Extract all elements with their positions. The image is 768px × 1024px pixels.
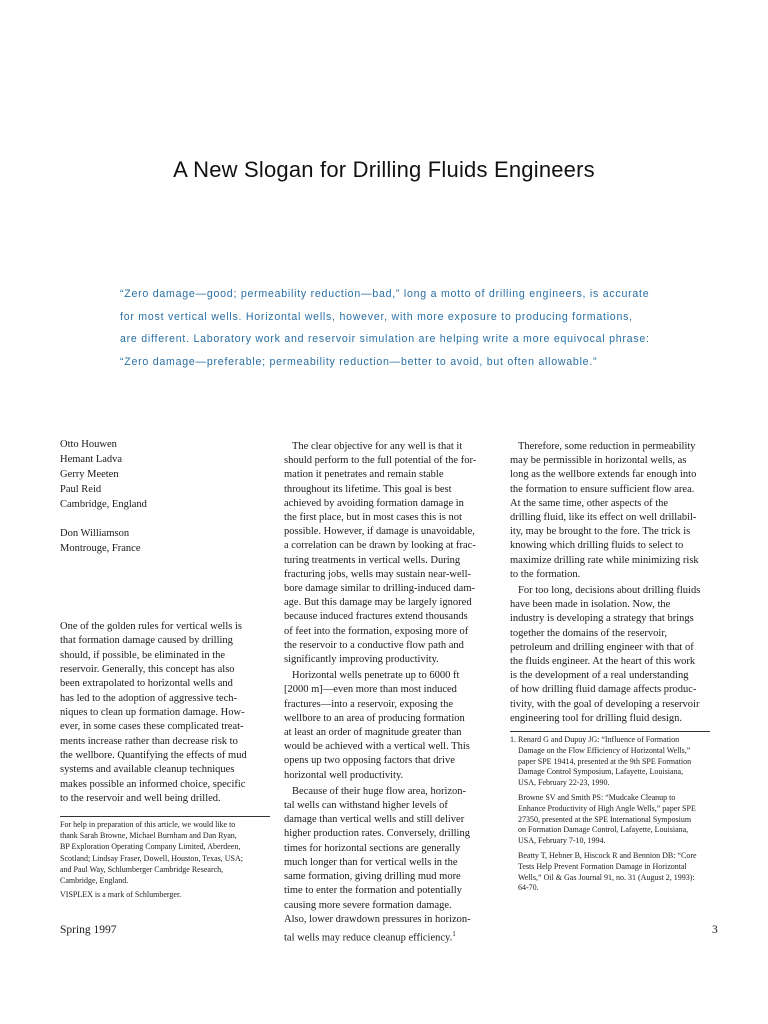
- body-line: ity, may be brought to the fore. The trick is: [510, 526, 691, 538]
- body-line: [2000 m]—even more than most induced: [284, 684, 457, 696]
- body-line: possible. However, if damage is unavoidable,: [284, 526, 475, 538]
- body-line: at least an order of magnitude greater than: [284, 727, 462, 739]
- note-line: Cambridge, England.: [60, 876, 129, 886]
- body-line: causing more severe formation damage.: [284, 899, 452, 911]
- body-line: throughout its lifetime. This goal is best: [284, 483, 452, 495]
- author-list: [60, 437, 260, 556]
- body-line: Horizontal wells penetrate up to 6000 ft: [292, 670, 460, 682]
- abstract: [120, 283, 720, 373]
- note-line: BP Exploration Operating Company Limited, Aberdeen,: [60, 842, 241, 852]
- reference-line: 27350, presented at the SPE International Symposium: [518, 814, 692, 824]
- note-line: and Paul Way, Schlumberger Cambridge Research,: [60, 864, 224, 874]
- body-line: the fluids engineer. At the heart of this work: [510, 656, 696, 668]
- abstract-line: “Zero damage—preferable; permeability reduction—better to avoid, but often allowable.”: [120, 355, 598, 368]
- body-line: mation it penetrates and remain stable: [284, 469, 444, 481]
- body-line: niques to clean up formation damage. How-: [60, 707, 245, 719]
- body-line: the wellbore. Quantifying the effects of mud: [60, 750, 247, 762]
- body-line-last: [284, 927, 498, 946]
- body-line: One of the golden rules for vertical wells is: [60, 621, 242, 632]
- intro-paragraph: [60, 620, 270, 806]
- body-line: makes possible an informed choice, specific: [60, 778, 246, 790]
- body-line: The clear objective for any well is that it: [292, 441, 463, 452]
- footnote-mark[interactable]: 1: [452, 929, 456, 938]
- body-line: because induced fractures extend thousands: [284, 611, 468, 623]
- abstract-line: for most vertical wells. Horizontal wells, however, with more exposure to producing formations,: [120, 310, 633, 323]
- body-line: together the domains of the reservoir,: [510, 627, 668, 639]
- body-line: the formation to ensure sufficient flow area.: [510, 483, 695, 495]
- author-name: Otto Houwen: [60, 439, 117, 450]
- body-line: For too long, decisions about drilling fluids: [518, 585, 701, 597]
- reference-line: Browne SV and Smith PS: “Mudcake Cleanup to: [518, 792, 676, 802]
- author-name: Hemant Ladva: [60, 454, 123, 465]
- body-line: should perform to the full potential of the for-: [284, 455, 477, 467]
- author-name: Gerry Meeten: [60, 469, 119, 480]
- author-name: Paul Reid: [60, 484, 102, 495]
- body-line: fractures—into a reservoir, exposing the: [284, 698, 453, 710]
- page-number: 3: [712, 924, 718, 936]
- reference-line: on Formation Damage Control, Lafayette, Louisiana,: [518, 825, 689, 835]
- issue-date: Spring 1997: [60, 924, 117, 936]
- body-line: of feet into the formation, exposing more of: [284, 625, 469, 637]
- body-line: much longer than for vertical wells in the: [284, 856, 458, 868]
- body-line: bore damage similar to drilling-induced dam-: [284, 583, 475, 595]
- reference-line: 1. Renard G and Dupuy JG: “Influence of Formation: [510, 735, 680, 744]
- note-line: thank Sarah Browne, Michael Burnham and Dan Ryan,: [60, 831, 237, 841]
- body-line: would be achieved with a vertical well. This: [284, 741, 470, 753]
- author-location: Cambridge, England: [60, 499, 147, 510]
- body-line: may be permissible in horizontal wells, as: [510, 455, 687, 467]
- note-line: For help in preparation of this article, we would like to: [60, 820, 236, 829]
- references: [510, 731, 710, 894]
- author-name: Don Williamson: [60, 528, 130, 539]
- body-line: reservoir. Generally, this concept has also: [60, 664, 235, 676]
- reference-line: 64-70.: [518, 883, 539, 893]
- body-line: should, if possible, be eliminated in the: [60, 649, 226, 661]
- reference-line: Damage Control Symposium, Lafayette, Louisiana,: [518, 767, 684, 777]
- reference-line: Wells,” Oil & Gas Journal 91, no. 31 (August 2, 1993):: [518, 872, 695, 882]
- article-title: A New Slogan for Drilling Fluids Engineers: [173, 157, 595, 182]
- body-line: maximize drilling rate while minimizing risk: [510, 554, 699, 566]
- body-line: of how drilling fluid damage affects produc-: [510, 684, 697, 696]
- reference-line: paper SPE 19414, presented at the 9th SPE Formation: [518, 756, 692, 766]
- abstract-line: “Zero damage—good; permeability reduction—bad,” long a motto of drilling engineers, is accurate: [120, 288, 650, 300]
- body-line: a correlation can be drawn by looking at frac-: [284, 540, 476, 552]
- reference-line: Enhance Productivity of High Angle Wells,” paper SPE: [518, 803, 696, 813]
- body-column-2: [284, 440, 498, 946]
- body-line: been extrapolated to horizontal wells and: [60, 678, 233, 690]
- body-line: the first place, but in most cases this is not: [284, 512, 462, 524]
- body-line: Therefore, some reduction in permeability: [518, 441, 696, 452]
- body-line: that formation damage caused by drilling: [60, 635, 233, 647]
- body-line: Also, lower drawdown pressures in horizon-: [284, 913, 471, 925]
- body-line: to the formation.: [510, 568, 581, 580]
- reference-line: Tests Help Prevent Formation Damage in Horizontal: [518, 861, 687, 871]
- body-line: opens up two opposing factors that drive: [284, 755, 455, 767]
- body-line: significantly improving productivity.: [284, 654, 439, 666]
- body-line: have been made in isolation. Now, the: [510, 599, 671, 611]
- body-line: ever, in some cases these complicated treat-: [60, 721, 244, 733]
- body-line: horizontal well productivity.: [284, 769, 404, 781]
- body-line: At the same time, other aspects of the: [510, 497, 669, 509]
- body-line: tal wells can withstand higher levels of: [284, 800, 448, 812]
- body-line: drilling fluid, like its effect on well drillabil-: [510, 512, 697, 524]
- body-line: to the reservoir and well being drilled.: [60, 793, 221, 805]
- body-line: age. But this damage may be largely ignored: [284, 597, 472, 609]
- reference-line: Beatty T, Hebner B, Hiscock R and Bennion DB: “Core: [518, 850, 697, 860]
- body-line: petroleum and drilling engineer with that of: [510, 641, 694, 653]
- reference-line: USA, February 22-23, 1990.: [518, 778, 610, 788]
- body-line: times for horizontal sections are generally: [284, 842, 461, 854]
- acknowledgment-note: [60, 816, 270, 900]
- body-line: engineering tool for drilling fluid design.: [510, 712, 683, 724]
- body-line: is the development of a real understanding: [510, 670, 689, 682]
- trademark-note: VISPLEX is a mark of Schlumberger.: [60, 890, 182, 900]
- body-line: fracturing jobs, wells may sustain near-well-: [284, 568, 471, 580]
- body-line: time to enter the formation and potentially: [284, 885, 462, 897]
- body-line: same formation, giving drilling mud more: [284, 871, 461, 883]
- author-location: Montrouge, France: [60, 543, 141, 554]
- reference-line: Damage on the Flow Efficiency of Horizontal Wells,”: [518, 745, 691, 755]
- body-line: industry is developing a strategy that brings: [510, 613, 694, 625]
- body-line: tivity, with the goal of developing a reservoir: [510, 698, 700, 710]
- body-line: ments increase rather than decrease risk to: [60, 735, 238, 747]
- reference-line: USA, February 7-10, 1994.: [518, 836, 606, 846]
- note-line: Scotland; Lindsay Fraser, Dowell, Houston, Texas, USA;: [60, 853, 243, 863]
- body-line: turing treatments in vertical wells. During: [284, 554, 461, 566]
- body-line: wellbore to an area of producing formation: [284, 712, 465, 724]
- body-line: systems and available cleanup techniques: [60, 764, 235, 776]
- abstract-line: are different. Laboratory work and reservoir simulation are helping write a more equivocal phrase:: [120, 333, 650, 345]
- body-line: long as the wellbore extends far enough into: [510, 469, 697, 481]
- body-line: achieved by avoiding formation damage in: [284, 497, 464, 509]
- body-line: damage than vertical wells and still deliver: [284, 814, 465, 826]
- body-line: Because of their huge flow area, horizon-: [292, 785, 467, 797]
- body-line: knowing which drilling fluids to select to: [510, 540, 684, 552]
- body-line: the reservoir to a conductive flow path and: [284, 639, 464, 651]
- body-line-text: tal wells may reduce cleanup efficiency.: [284, 932, 453, 944]
- body-column-3: [510, 440, 710, 726]
- body-line: has led to the adoption of aggressive tech-: [60, 692, 237, 704]
- body-line: higher production rates. Conversely, drilling: [284, 828, 470, 840]
